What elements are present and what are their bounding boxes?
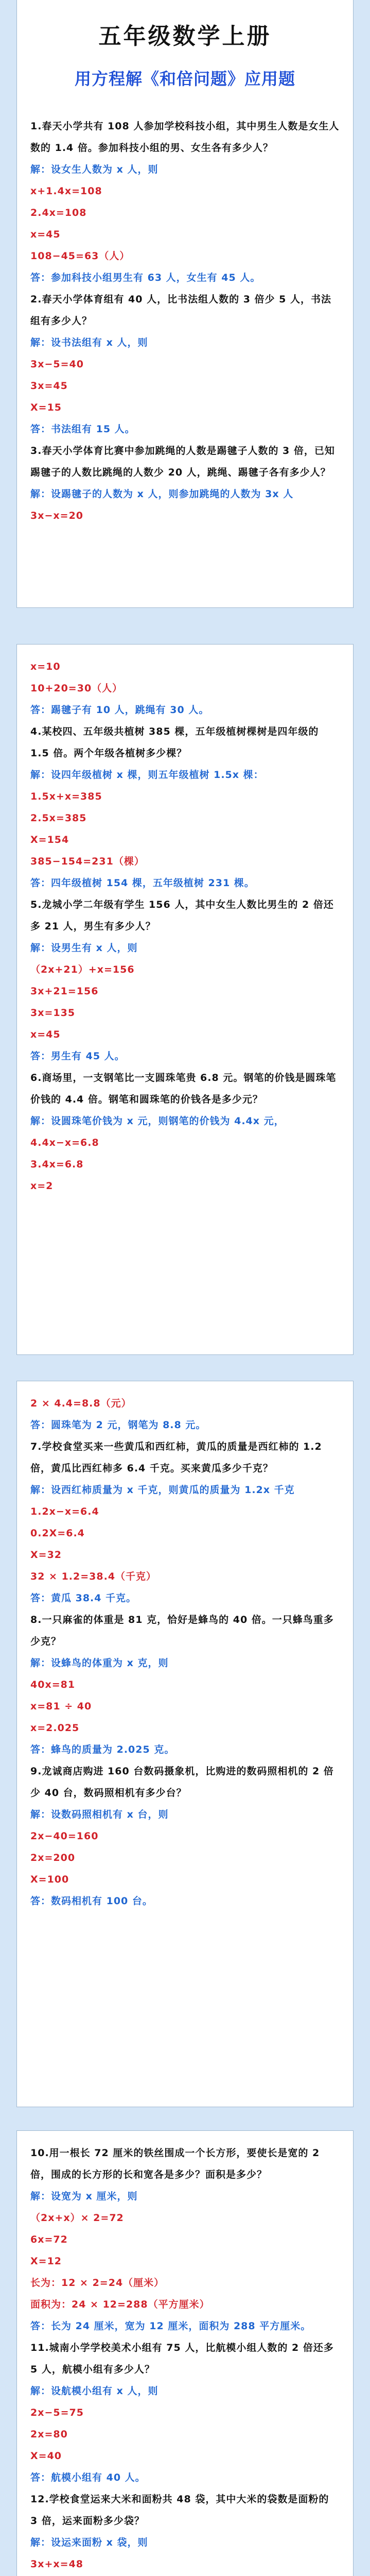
card-lines xyxy=(17,115,353,527)
card-lines xyxy=(17,645,353,1197)
answer-text: 答：参加科技小组男生有 63 人，女生有 45 人。 xyxy=(30,272,261,283)
equation-text: 1.5x+x=385 xyxy=(30,791,102,802)
answer-text: 解：设航模小组有 x 人，则 xyxy=(30,2385,158,2397)
answer-text: 解：设宽为 x 厘米，则 xyxy=(30,2191,138,2202)
equation-text: 4.4x−x=6.8 xyxy=(30,1137,99,1148)
answer-text: 解：设运来面粉 x 袋，则 xyxy=(30,2537,148,2548)
equation-text: X=40 xyxy=(30,2450,62,2462)
equation-text: 2x=200 xyxy=(30,1852,76,1863)
equation-text: 32 × 1.2=38.4（千克） xyxy=(30,1571,157,1582)
equation-text: 2 × 4.4=8.8（元） xyxy=(30,1398,132,1409)
equation-text: X=15 xyxy=(30,402,62,413)
equation-text: （2x+21）+x=156 xyxy=(30,964,135,975)
answer-text: 答：蜂鸟的质量为 2.025 克。 xyxy=(30,1744,175,1755)
question-text: 10.用一根长 72 厘米的铁丝围成一个长方形，要使长是宽的 2 倍，围成的长方形的长和宽各是多少？面积是多少？ xyxy=(30,2147,324,2180)
answer-text: 答：黄瓜 38.4 千克。 xyxy=(30,1592,137,1604)
question-text: 6.商场里，一支钢笔比一支圆珠笔贵 6.8 元。钢笔的价钱是圆珠笔价钱的 4.4 倍。钢笔和圆珠笔的价钱各是多少元？ xyxy=(30,1072,337,1105)
worksheet-card-1 xyxy=(16,0,354,608)
question-text: 3.春天小学体育比赛中参加跳绳的人数是踢毽子人数的 3 倍，已知踢毽子的人数比跳绳的人数少 20 人，跳绳、踢毽子各有多少人？ xyxy=(30,445,335,478)
equation-text: （2x+x）× 2=72 xyxy=(30,2212,124,2224)
answer-text: 答：四年级植树 154 棵，五年级植树 231 棵。 xyxy=(30,877,255,889)
equation-text: 3x+x=48 xyxy=(30,2558,84,2570)
question-text: 1.春天小学共有 108 人参加学校科技小组，其中男生人数是女生人数的 1.4 倍。参加科技小组的男、女生各有多少人？ xyxy=(30,121,340,154)
equation-text: 3x+21=156 xyxy=(30,986,99,997)
equation-text: 6x=72 xyxy=(30,2234,68,2245)
equation-text: 0.2X=6.4 xyxy=(30,1528,85,1539)
answer-text: 答：数码相机有 100 台。 xyxy=(30,1895,153,1907)
question-text: 8.一只麻雀的体重是 81 克，恰好是蜂鸟的 40 倍。一只蜂鸟重多少克？ xyxy=(30,1614,334,1647)
answer-text: 答：圆珠笔为 2 元，钢笔为 8.8 元。 xyxy=(30,1419,206,1431)
equation-text: 108−45=63（人） xyxy=(30,250,130,262)
answer-text: 解：设西红柿质量为 x 千克，则黄瓜的质量为 1.2x 千克 xyxy=(30,1484,295,1496)
equation-text: 385−154=231（棵） xyxy=(30,856,145,867)
answer-text: 答：长为 24 厘米，宽为 12 厘米，面积为 288 平方厘米。 xyxy=(30,2320,311,2332)
equation-text: x=2 xyxy=(30,1180,54,1192)
equation-text: 3x−x=20 xyxy=(30,510,84,521)
equation-text: x=2.025 xyxy=(30,1722,80,1734)
question-text: 2.春天小学体育组有 40 人，比书法组人数的 3 倍少 5 人，书法组有多少人？ xyxy=(30,294,332,327)
equation-text: 10+20=30（人） xyxy=(30,683,123,694)
equation-text: x=45 xyxy=(30,229,61,240)
answer-text: 解：设蜂鸟的体重为 x 克，则 xyxy=(30,1657,169,1669)
equation-text: 3x=135 xyxy=(30,1007,76,1019)
worksheet-card-2 xyxy=(16,644,354,1355)
answer-text: 答：航模小组有 40 人。 xyxy=(30,2472,146,2483)
answer-text: 解：设数码照相机有 x 台，则 xyxy=(30,1809,169,1820)
equation-text: x=81 ÷ 40 xyxy=(30,1701,92,1712)
answer-text: 解：设书法组有 x 人，则 xyxy=(30,337,148,348)
equation-text: x+1.4x=108 xyxy=(30,185,102,197)
answer-text: 解：设男生有 x 人，则 xyxy=(30,942,138,954)
equation-text: 1.2x−x=6.4 xyxy=(30,1506,99,1517)
equation-text: X=12 xyxy=(30,2256,62,2267)
answer-text: 解：设踢毽子的人数为 x 人，则参加跳绳的人数为 3x 人 xyxy=(30,488,294,500)
equation-text: 长为：12 × 2=24（厘米） xyxy=(30,2277,165,2289)
equation-text: X=100 xyxy=(30,1874,69,1885)
equation-text: 40x=81 xyxy=(30,1679,76,1690)
question-text: 7.学校食堂买来一些黄瓜和西红柿，黄瓜的质量是西红柿的 1.2 倍，黄瓜比西红柿多 6.4 千克。买来黄瓜多少千克？ xyxy=(30,1441,326,1474)
answer-text: 答：踢毽子有 10 人，跳绳有 30 人。 xyxy=(30,704,209,716)
equation-text: x=45 xyxy=(30,1029,61,1040)
question-text: 4.某校四、五年级共植树 385 棵，五年级植树棵树是四年级的 1.5 倍。两个年级各植树多少棵？ xyxy=(30,726,323,759)
equation-text: 面积为：24 × 12=288（平方厘米） xyxy=(30,2299,210,2310)
page-title: 五年级数学上册 xyxy=(98,23,272,49)
worksheet-card-3 xyxy=(16,1381,354,2107)
equation-text: 2.4x=108 xyxy=(30,207,87,218)
equation-text: 2x−40=160 xyxy=(30,1831,99,1842)
question-text: 11.城南小学学校美术小组有 75 人，比航模小组人数的 2 倍还多 5 人，航模小组有多少人？ xyxy=(30,2342,338,2375)
question-text: 9.龙诚商店购进 160 台数码摄象机，比购进的数码照相机的 2 倍少 40 台，数码照相机有多少台？ xyxy=(30,1766,334,1799)
card-lines xyxy=(17,2131,353,2576)
equation-text: X=154 xyxy=(30,834,69,845)
equation-text: 3x=45 xyxy=(30,380,68,392)
equation-text: X=32 xyxy=(30,1549,62,1561)
worksheet-card-4 xyxy=(16,2130,354,2576)
equation-text: 2x=80 xyxy=(30,2429,68,2440)
equation-text: 3.4x=6.8 xyxy=(30,1159,84,1170)
answer-text: 解：设女生人数为 x 人，则 xyxy=(30,164,158,175)
equation-text: 2.5x=385 xyxy=(30,812,87,824)
answer-text: 答：书法组有 15 人。 xyxy=(30,423,135,435)
question-text: 5.龙城小学二年级有学生 156 人，其中女生人数比男生的 2 倍还多 21 人，男生有多少人？ xyxy=(30,899,334,932)
equation-text: 2x−5=75 xyxy=(30,2407,84,2418)
equation-text: x=10 xyxy=(30,661,61,672)
answer-text: 答：男生有 45 人。 xyxy=(30,1050,125,1062)
equation-text: 3x−5=40 xyxy=(30,359,84,370)
answer-text: 解：设圆珠笔价钱为 x 元，则钢笔的价钱为 4.4x 元， xyxy=(30,1115,285,1127)
card-lines xyxy=(17,1381,353,1912)
answer-text: 解：设四年级植树 x 棵，则五年级植树 1.5x 棵： xyxy=(30,769,264,781)
question-text: 12.学校食堂运来大米和面粉共 48 袋，其中大米的袋数是面粉的 3 倍，运来面粉多少袋？ xyxy=(30,2494,333,2527)
page-subtitle: 用方程解《和倍问题》应用题 xyxy=(74,69,295,89)
